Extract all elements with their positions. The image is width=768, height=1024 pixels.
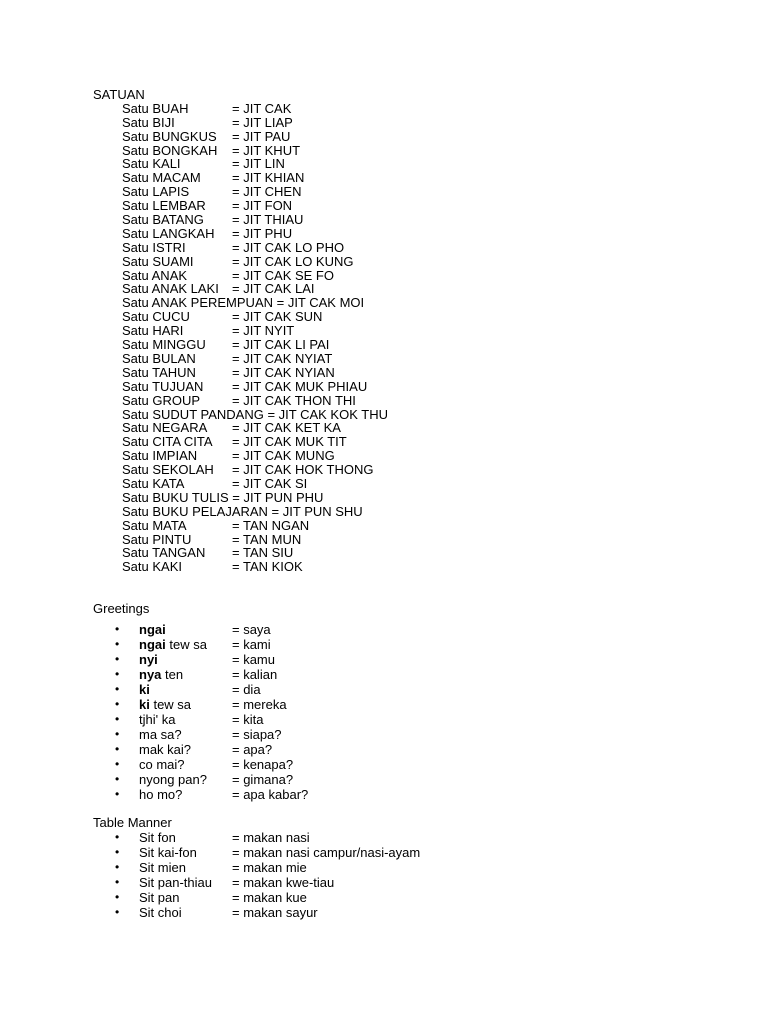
satuan-translation: = JIT LIAP	[232, 114, 293, 130]
table-manner-term-text: Sit choi	[139, 905, 182, 920]
satuan-row	[122, 269, 388, 283]
satuan-row	[122, 352, 388, 366]
bullet-icon: •	[115, 830, 120, 844]
satuan-translation: = TAN KIOK	[232, 559, 303, 575]
greeting-term-text: ma sa?	[139, 727, 182, 743]
bullet-icon: •	[115, 742, 120, 757]
table-manner-term-text: Sit kai-fon	[139, 845, 197, 860]
table-manner-item	[93, 891, 388, 906]
satuan-translation: = JIT PAU	[232, 128, 291, 144]
greetings-list	[93, 623, 388, 803]
greeting-term-text: tew sa	[165, 637, 207, 653]
bullet-icon: •	[115, 697, 120, 712]
satuan-translation: = JIT CAK KET KA	[232, 420, 341, 436]
greeting-term-bold: ngai	[139, 622, 166, 638]
satuan-term: Satu SUDUT PANDANG = JIT CAK KOK THU	[122, 406, 388, 422]
bullet-icon: •	[115, 652, 120, 667]
satuan-term: Satu IMPIAN	[122, 448, 198, 464]
document-body	[93, 87, 421, 921]
satuan-term: Satu BONGKAH	[122, 142, 218, 158]
greeting-term-text: co mai?	[139, 757, 185, 773]
greeting-term	[139, 698, 191, 712]
satuan-row	[122, 255, 388, 269]
satuan-term: Satu LAPIS	[122, 184, 190, 200]
greeting-term	[139, 623, 166, 637]
bullet-icon: •	[115, 757, 120, 772]
satuan-translation: = JIT CAK LI PAI	[232, 337, 330, 353]
greeting-translation: = kami	[232, 637, 271, 653]
satuan-list	[122, 102, 388, 574]
greeting-term-text: tjhi' ka	[139, 712, 176, 728]
greeting-item	[93, 773, 388, 788]
bullet-icon: •	[115, 682, 120, 697]
greeting-item	[93, 713, 388, 728]
bullet-icon: •	[115, 787, 120, 802]
table-manner-term-text: Sit pan	[139, 890, 180, 905]
satuan-term: Satu KATA	[122, 475, 185, 491]
greeting-translation: = dia	[232, 682, 261, 698]
table-manner-translation: = makan mie	[232, 860, 307, 875]
table-manner-translation: = makan kue	[232, 890, 307, 905]
table-manner-item	[93, 845, 421, 861]
greeting-translation: = gimana?	[232, 772, 294, 788]
satuan-row	[122, 310, 388, 324]
table-manner-translation: = makan nasi campur/nasi-ayam	[232, 845, 421, 860]
satuan-translation: = TAN NGAN	[232, 517, 310, 533]
satuan-term: Satu ANAK	[122, 267, 188, 283]
bullet-icon: •	[115, 860, 120, 874]
greeting-item	[93, 638, 388, 653]
satuan-row	[122, 102, 388, 116]
bullet-icon: •	[115, 622, 120, 637]
satuan-translation: = JIT LIN	[232, 156, 285, 172]
satuan-translation: = JIT CAK LO KUNG	[232, 253, 354, 269]
satuan-translation: = JIT CAK NYIAN	[232, 364, 335, 380]
satuan-translation: = JIT CAK LAI	[232, 281, 315, 297]
satuan-term: Satu LEMBAR	[122, 198, 206, 214]
satuan-translation: = JIT CAK LO PHO	[232, 239, 345, 255]
satuan-term: Satu MINGGU	[122, 337, 206, 353]
satuan-row	[122, 380, 388, 394]
bullet-icon: •	[115, 905, 120, 919]
satuan-term: Satu BULAN	[122, 350, 196, 366]
bullet-icon: •	[115, 875, 120, 889]
satuan-term: Satu ANAK LAKI	[122, 281, 219, 297]
greeting-translation: = kamu	[232, 652, 275, 668]
greeting-term-bold: nyi	[139, 652, 158, 668]
greeting-term	[139, 638, 207, 652]
bullet-icon: •	[115, 772, 120, 787]
satuan-term: Satu BATANG	[122, 212, 204, 228]
satuan-term: Satu SEKOLAH	[122, 462, 214, 478]
table-manner-term	[139, 831, 176, 845]
bullet-icon: •	[115, 890, 120, 904]
table-manner-term	[139, 846, 197, 860]
satuan-term: Satu NEGARA	[122, 420, 208, 436]
greeting-term	[139, 713, 175, 727]
table-manner-translation: = makan nasi	[232, 830, 310, 845]
greeting-item	[93, 683, 388, 698]
satuan-translation: = JIT CAK HOK THONG	[232, 462, 374, 478]
satuan-translation: = JIT CAK MUK TIT	[232, 434, 347, 450]
satuan-row	[122, 324, 388, 338]
greetings-heading: Greetings	[93, 601, 150, 617]
satuan-term: Satu CITA CITA	[122, 434, 213, 450]
satuan-translation: = JIT FON	[232, 198, 293, 214]
greeting-term	[139, 788, 182, 802]
satuan-row	[122, 449, 388, 463]
satuan-heading: SATUAN	[93, 87, 145, 102]
satuan-row	[122, 213, 388, 227]
greeting-item	[93, 698, 388, 713]
satuan-translation: = JIT CAK	[232, 100, 292, 116]
bullet-icon: •	[115, 712, 120, 727]
greeting-translation: = apa?	[232, 742, 273, 758]
greeting-term-bold: ki	[139, 682, 150, 698]
satuan-term: Satu BUNGKUS	[122, 128, 217, 144]
satuan-row	[122, 366, 388, 380]
satuan-row	[122, 546, 388, 560]
table-manner-term	[139, 876, 212, 890]
satuan-row	[122, 421, 388, 435]
greeting-term	[139, 653, 158, 667]
satuan-term: Satu BIJI	[122, 114, 175, 130]
satuan-translation: = JIT CHEN	[232, 184, 302, 200]
satuan-term: Satu KAKI	[122, 559, 182, 575]
greeting-term	[139, 668, 183, 682]
greeting-item	[93, 758, 388, 773]
satuan-row	[122, 477, 388, 491]
greeting-term-text: mak kai?	[139, 742, 192, 758]
table-manner-item	[93, 906, 388, 921]
satuan-translation: = JIT CAK SUN	[232, 309, 323, 325]
satuan-row	[122, 157, 388, 171]
table-manner-term-text: Sit pan-thiau	[139, 875, 212, 890]
greeting-term-bold: ngai	[139, 637, 166, 653]
satuan-translation: = JIT CAK SI	[232, 475, 308, 491]
bullet-icon: •	[115, 727, 120, 742]
satuan-term: Satu ANAK PEREMPUAN = JIT CAK MOI	[122, 295, 365, 311]
bullet-icon: •	[115, 637, 120, 652]
satuan-term: Satu CUCU	[122, 309, 190, 325]
satuan-translation: = TAN MUN	[232, 531, 302, 547]
satuan-term: Satu PINTU	[122, 531, 192, 547]
satuan-row	[122, 394, 388, 408]
satuan-translation: = JIT CAK NYIAT	[232, 350, 333, 366]
satuan-row	[122, 560, 388, 574]
satuan-translation: = JIT THIAU	[232, 212, 304, 228]
table-manner-heading: Table Manner	[93, 815, 172, 831]
greeting-term	[139, 728, 182, 742]
satuan-translation: = JIT KHIAN	[232, 170, 305, 186]
satuan-row	[122, 116, 388, 130]
greeting-item	[93, 788, 388, 803]
greeting-translation: = kita	[232, 712, 264, 728]
satuan-row	[122, 491, 388, 505]
satuan-row	[122, 408, 388, 422]
greeting-term	[139, 773, 207, 787]
greeting-item	[93, 623, 388, 638]
satuan-row	[122, 533, 388, 547]
table-manner-term	[139, 906, 182, 920]
satuan-row	[122, 435, 388, 449]
satuan-translation: = JIT CAK SE FO	[232, 267, 334, 283]
bullet-icon: •	[115, 667, 120, 682]
table-manner-translation: = makan sayur	[232, 905, 318, 920]
greeting-translation: = mereka	[232, 697, 287, 713]
table-manner-translation: = makan kwe-tiau	[232, 875, 335, 890]
greeting-translation: = siapa?	[232, 727, 282, 743]
satuan-translation: = JIT CAK THON THI	[232, 392, 356, 408]
satuan-translation: = JIT CAK MUNG	[232, 448, 335, 464]
greeting-term-text: nyong pan?	[139, 772, 207, 788]
greeting-term-text: ho mo?	[139, 787, 183, 803]
satuan-row	[122, 144, 388, 158]
table-manner-term	[139, 891, 179, 905]
satuan-row	[122, 519, 388, 533]
satuan-term: Satu ISTRI	[122, 239, 186, 255]
greeting-term-bold: nya	[139, 667, 162, 683]
satuan-translation: = JIT PHU	[232, 225, 293, 241]
greeting-item	[93, 653, 388, 668]
satuan-row	[122, 241, 388, 255]
satuan-term: Satu TUJUAN	[122, 378, 204, 394]
satuan-term: Satu MATA	[122, 517, 187, 533]
satuan-term: Satu KALI	[122, 156, 181, 172]
satuan-row	[122, 296, 388, 310]
satuan-term: Satu BUKU PELAJARAN = JIT PUN SHU	[122, 503, 363, 519]
greeting-term	[139, 743, 191, 757]
greeting-item	[93, 728, 388, 743]
satuan-term: Satu TAHUN	[122, 364, 196, 380]
table-manner-term	[139, 861, 186, 875]
table-manner-term-text: Sit mien	[139, 860, 186, 875]
greeting-term-bold: ki	[139, 697, 150, 713]
greeting-translation: = kenapa?	[232, 757, 294, 773]
satuan-row	[122, 282, 388, 296]
satuan-term: Satu HARI	[122, 323, 184, 339]
greeting-item	[93, 668, 388, 683]
satuan-term: Satu TANGAN	[122, 545, 206, 561]
greeting-term-text: ten	[161, 667, 184, 683]
satuan-term: Satu BUAH	[122, 100, 189, 116]
satuan-translation: = JIT CAK MUK PHIAU	[232, 378, 368, 394]
satuan-translation: = JIT NYIT	[232, 323, 295, 339]
satuan-row	[122, 185, 388, 199]
satuan-translation: = TAN SIU	[232, 545, 294, 561]
satuan-term: Satu BUKU TULIS = JIT PUN PHU	[122, 489, 324, 505]
greeting-translation: = saya	[232, 622, 271, 638]
satuan-row	[122, 505, 388, 519]
satuan-term: Satu SUAMI	[122, 253, 194, 269]
satuan-row	[122, 199, 388, 213]
greeting-term-text: tew sa	[149, 697, 192, 713]
satuan-row	[122, 338, 388, 352]
table-manner-item	[93, 831, 388, 846]
satuan-term: Satu LANGKAH	[122, 225, 215, 241]
greeting-translation: = kalian	[232, 667, 278, 683]
greeting-term	[139, 683, 150, 697]
table-manner-item	[93, 861, 388, 876]
greeting-translation: = apa kabar?	[232, 787, 309, 803]
satuan-term: Satu GROUP	[122, 392, 201, 408]
greeting-item	[93, 743, 388, 758]
satuan-term: Satu MACAM	[122, 170, 201, 186]
satuan-row	[122, 463, 388, 477]
satuan-row	[122, 130, 388, 144]
satuan-row	[122, 227, 388, 241]
table-manner-term-text: Sit fon	[139, 830, 176, 845]
table-manner-item	[93, 876, 388, 891]
table-manner-list	[93, 830, 421, 921]
bullet-icon: •	[115, 845, 120, 859]
greeting-term	[139, 758, 185, 772]
satuan-row	[122, 171, 388, 185]
satuan-translation: = JIT KHUT	[232, 142, 301, 158]
